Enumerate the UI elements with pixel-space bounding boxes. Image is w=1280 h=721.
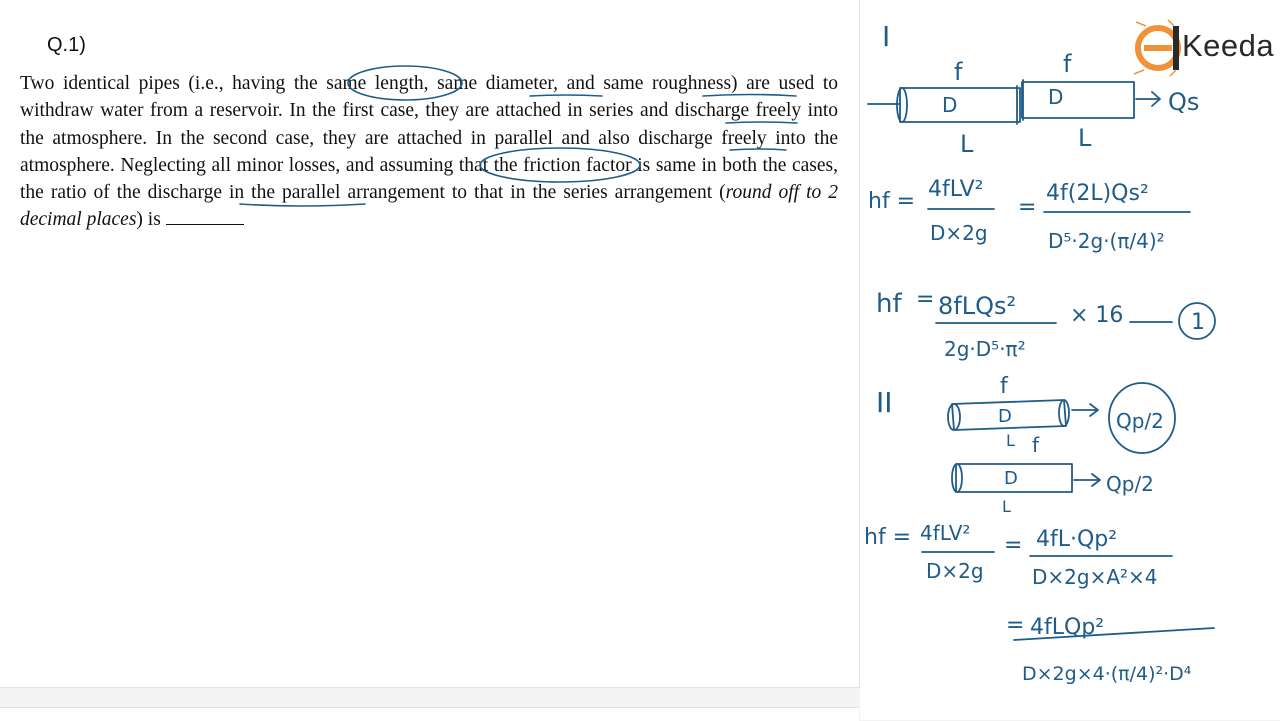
eq1-hf: hf = xyxy=(868,189,916,214)
parallel-arrow-2 xyxy=(1074,474,1100,486)
eq3-hf: hf = xyxy=(864,525,912,550)
eq2-equals: = xyxy=(916,287,935,312)
eq3-equals: = xyxy=(1004,533,1023,558)
answer-blank xyxy=(166,210,244,225)
logo-text: Keeda xyxy=(1182,28,1275,63)
eq1-equals: = xyxy=(1018,195,1037,220)
parallel-f1-label: f xyxy=(1000,374,1008,399)
parallel-f2-label: f xyxy=(1032,433,1040,457)
eq3-lhs-den: D×2g xyxy=(926,559,984,583)
series-pipe-1 xyxy=(900,88,1020,122)
question-text-italic: round off to 2 decimal places xyxy=(20,182,838,231)
parallel-L1-label: L xyxy=(1006,431,1015,450)
series-Qs-label: Qs xyxy=(1168,88,1200,116)
question-text xyxy=(20,70,838,234)
series-outlet-arrow xyxy=(1136,92,1160,106)
series-pipe-1-end xyxy=(897,88,907,122)
eq2-times16: × 16 xyxy=(1070,303,1124,328)
case1-label: I xyxy=(882,20,891,53)
eq2-hf: hf xyxy=(876,289,902,319)
series-D2-label: D xyxy=(1048,85,1064,109)
eq1-lhs-den: D×2g xyxy=(930,221,988,245)
series-f1-label: f xyxy=(954,58,963,86)
parallel-L2-label: L xyxy=(1002,497,1011,516)
parallel-Qp2-top: Qp/2 xyxy=(1116,409,1164,433)
series-D1-label: D xyxy=(942,93,958,117)
parallel-D2-label: D xyxy=(1004,468,1018,489)
question-text-part1: Two identical pipes (i.e., having the same length, same diameter, and same roughness) are used to withdraw water from a reservoir. In the first case, they are attached in series and discharge freely into the atmosphere. In the second case, they are attached in parallel and also discharge freely into the atmosphere. Neglecting all minor losses, and assuming that the friction factor is same in both the cases, the ratio of the discharge in the parallel arrangement to that in the series arrangement ( xyxy=(20,73,838,204)
eq1-rhs-num: 4f(2L)Qs² xyxy=(1046,181,1149,206)
parallel-D1-label: D xyxy=(998,406,1012,427)
question-number: Q.1) xyxy=(47,34,86,56)
bottom-strip xyxy=(0,707,859,721)
handwritten-notes-panel xyxy=(860,0,1280,720)
eq2-ref1: 1 xyxy=(1191,310,1205,335)
eq1-lhs-num: 4fLV² xyxy=(928,177,984,202)
eq4-den: D×2g×4·(π/4)²·D⁴ xyxy=(1022,663,1192,685)
eq3-lhs-num: 4fLV² xyxy=(920,521,971,545)
eq1-rhs-den: D⁵·2g·(π/4)² xyxy=(1048,229,1165,253)
parallel-arrow-1 xyxy=(1072,404,1098,416)
parallel-pipe-2-end xyxy=(952,464,962,492)
case2-label: II xyxy=(876,386,893,419)
series-pipe-2 xyxy=(1022,82,1134,118)
series-L2-label: L xyxy=(1078,124,1092,152)
question-text-part2: ) is xyxy=(136,209,161,231)
series-f2-label: f xyxy=(1063,50,1072,78)
eq2-num: 8fLQs² xyxy=(938,292,1017,320)
series-L1-label: L xyxy=(960,130,974,158)
eq2-den: 2g·D⁵·π² xyxy=(944,337,1026,361)
eq4-equals: = xyxy=(1006,613,1025,638)
eq3-den: D×2g×A²×4 xyxy=(1032,565,1158,589)
handwritten-notes xyxy=(860,0,1280,720)
eq4-num: 4fLQp² xyxy=(1030,615,1105,640)
eq3-num: 4fL·Qp² xyxy=(1036,527,1118,552)
parallel-Qp2-bottom: Qp/2 xyxy=(1106,472,1154,496)
